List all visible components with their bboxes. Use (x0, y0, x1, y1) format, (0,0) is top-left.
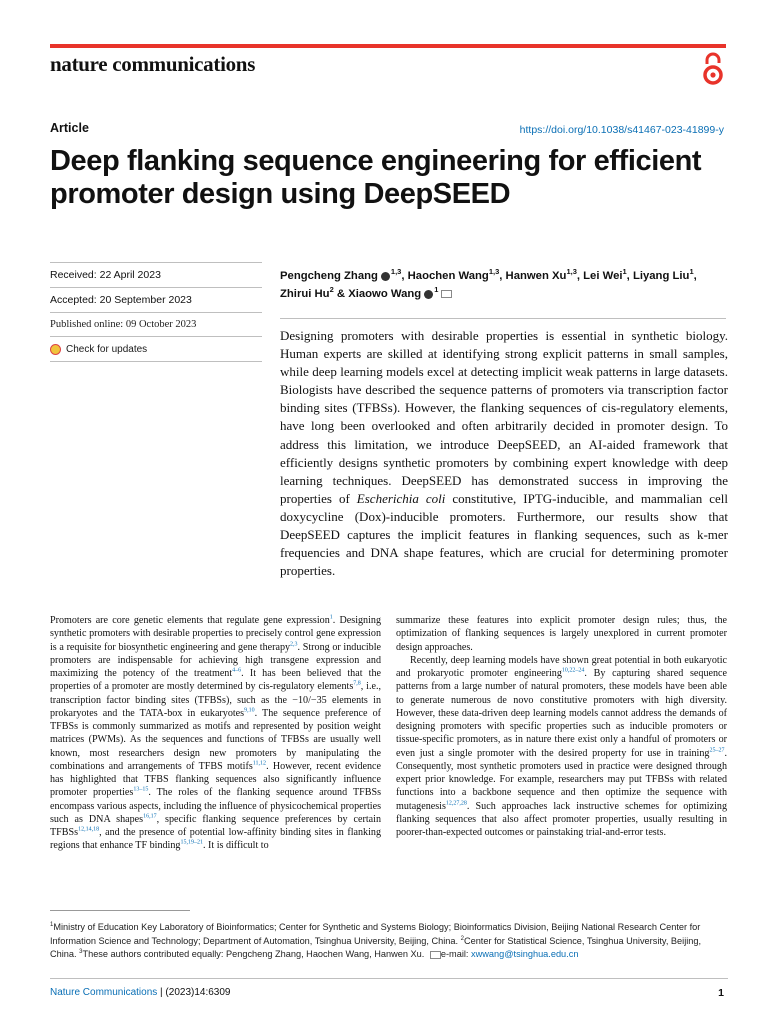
page-number: 1 (718, 987, 724, 999)
affiliations-text: $^1$Ministry of Education Key Laboratory of Bioinformatics; Center for Synthetic and Systems Biology; Bioinformatics Division, Beijing National Research Center for Information Science and Technology; Department of Automation, Tsinghua University, Beijing, China. $^2$Center for Statistical Science, Tsinghua University, Beijing, China. $^3$These authors contributed equally: Pengcheng Zhang, Haochen Wang, Hanwen Xu. (50, 921, 702, 959)
body-column-right (396, 614, 727, 839)
citation-ref[interactable]: 12,27,28 (445, 800, 467, 807)
journal-name: nature communications (50, 52, 256, 76)
orcid-icon[interactable] (381, 272, 390, 281)
author-name[interactable]: Liyang Liu (632, 270, 690, 282)
author-affiliation: 2 (329, 285, 334, 295)
footer-citation-text: | (2023)14:6309 (160, 987, 231, 998)
footer-divider (50, 978, 728, 979)
publication-dates (50, 262, 262, 362)
citation-ref[interactable]: 25–27 (709, 747, 725, 754)
email-label: e-mail: (440, 949, 469, 959)
author-name[interactable]: Zhirui Hu (280, 288, 330, 300)
citation-ref[interactable]: 10,22–24 (561, 667, 585, 674)
abstract: Designing promoters with desirable properties is essential in synthetic biology. Human experts are skilled at identifying strong explicit patterns in small samples, while deep learning models excel at detecting implicit weak patterns in large datasets. Biologists have described the sequence patterns of promoters via transcription factor binding sites (TFBSs). However, the flanking sequences of cis-regulatory elements, have long been overlooked and often arbitrarily decided in promoter design. To address this limitation, we introduce DeepSEED, an AI-aided framework that efficiently designs synthetic promoters by combining expert knowledge with deep learning techniques. DeepSEED has demonstrated success in improving the properties of Escherichia coli constitutive, IPTG-inducible, and mammalian cell doxycycline (Dox)-inducible promoters. Furthermore, our results show that DeepSEED captures the implicit features in flanking sequences, such as k-mer frequencies and DNA shape features, which are crucial for determining promoter properties. (280, 328, 729, 579)
header-accent-bar (50, 44, 726, 48)
author-name[interactable]: Pengcheng Zhang (280, 270, 378, 282)
check-updates-icon (50, 344, 61, 355)
article-type-label: Article (50, 121, 89, 135)
article-title: Deep flanking sequence engineering for efficient promoter design using DeepSEED (50, 145, 702, 210)
email-icon (430, 951, 441, 959)
doi-link[interactable]: https://doi.org/10.1038/s41467-023-41899-y (519, 124, 724, 136)
species-name: Escherichia coli (356, 490, 446, 506)
citation-ref[interactable]: 7,8 (353, 680, 361, 687)
corresponding-email-icon[interactable] (441, 290, 452, 298)
corresponding-email-link[interactable]: xwwang@tsinghua.edu.cn (471, 949, 579, 959)
footer-citation (50, 987, 230, 998)
accepted-date: Accepted: 20 September 2023 (50, 287, 262, 312)
check-for-updates-button[interactable] (50, 336, 262, 362)
footnote-divider (50, 910, 190, 911)
citation-ref[interactable]: 15,19–21 (180, 839, 203, 846)
affiliation-marker: 2 (460, 935, 464, 942)
author-name[interactable]: Lei Wei (583, 270, 623, 282)
body-paragraph: summarize these features into explicit promoter design rules; thus, the optimization of flanking sequences is largely unexplored in current promoter design approaches. (396, 615, 727, 653)
check-updates-label: Check for updates (66, 344, 148, 355)
author-affiliation: 1,3 (390, 267, 402, 277)
citation-ref[interactable]: 16,17 (143, 813, 157, 820)
body-paragraph: Recently, deep learning models have shown great potential in both eukaryotic and prokaryotic promoter engineering$^{10,22-24}$. By capturing shared sequence patterns from a large number of natural promoters, these models have been able to generate numerous de novo constitutive promoters with high diversity. However, these data-driven deep learning models cannot address the demands of designing promoters with specific properties such as inducible promoters or tissue-specific promoters, as in nature there exist only a handful of promoters or even just a single promoter with the desired property for use in training$^{25-27}$. Consequently, most synthetic promoters used in practice were designed through expert prior knowledge. For example, researchers may put TFBSs with related functions into a backbone sequence and then optimize the sequence with mutagenesis$^{12,27,28}$. Such approaches lack instructive schemes for optimizing flanking sequences that also affect promoter properties, usually resulting in poorer-than-expected outcomes or painstaking trial-and-error tests. (396, 654, 727, 838)
author-affiliation: 1 (622, 267, 627, 277)
received-date: Received: 22 April 2023 (50, 262, 262, 287)
affiliation-marker: 3 (79, 948, 83, 955)
citation-ref[interactable]: 9,10 (244, 707, 255, 714)
affiliation-marker: 1 (50, 921, 54, 928)
citation-ref[interactable]: 1 (329, 614, 333, 621)
body-paragraph: Promoters are core genetic elements that regulate gene expression$^1$. Designing synthetic promoters with desirable properties to precisely control gene expression is a requisite for biosynthetic engineering and gene therapy$^{2,3}$. Strong or inducible promoters are indispensable for achieving high transgene expression and maximizing the potency of the treatment$^{4-6}$. It has been believed that the properties of a promoter are mostly determined by cis-regulatory elements$^{7,8}$, i.e., transcription factor binding sites (TFBSs), such as the −10/−35 elements in prokaryotes and the TATA-box in eukaryotes$^{9,10}$. The sequence preference of TFBSs is commonly summarized as motifs and represented by position weight matrices (PWMs). As the sequences and functions of TFBSs are usually well known, most researchers design new promoters by manipulating the combinations and arrangements of TFBS motifs$^{11,12}$. However, recent evidence has highlighted that TFBS flanking sequences also significantly influence promoter properties$^{13-15}$. The roles of the flanking sequence around TFBSs encompass various aspects, including the influence of physicochemical properties such as DNA shapes$^{16,17}$, specific flanking sequence preferences by certain TFBSs$^{12,14,18}$, and the presence of potential low-affinity binding sites in flanking regions that enhance TF binding$^{15,19-21}$. It is difficult to (50, 614, 382, 852)
author-name[interactable]: Hanwen Xu (505, 270, 567, 282)
citation-ref[interactable]: 2,3 (290, 641, 298, 648)
author-name[interactable]: Haochen Wang (407, 270, 489, 282)
body-column-left (50, 614, 381, 853)
open-access-icon (700, 52, 726, 86)
author-affiliation: 1,3 (566, 267, 577, 277)
footer-journal-link[interactable]: Nature Communications (50, 987, 158, 998)
abstract-divider (280, 318, 726, 319)
citation-ref[interactable]: 13–15 (133, 786, 149, 793)
citation-ref[interactable]: 12,14,18 (78, 826, 100, 833)
author-list: Pengcheng Zhang $^{1,3}$, Haochen Wang$^{1,3}$, Hanwen Xu$^{1,3}$, Lei Wei$^1$, Liyang Liu$^1$, Zhirui Hu$^2$ & Xiaowo Wang $^1$ (280, 267, 697, 300)
published-date: Published online: 09 October 2023 (50, 312, 262, 336)
author-name[interactable]: Xiaowo Wang (348, 288, 422, 300)
citation-ref[interactable]: 4–6 (232, 667, 242, 674)
author-affiliation: 1,3 (488, 267, 500, 277)
orcid-icon[interactable] (424, 290, 433, 299)
citation-ref[interactable]: 11,12 (252, 760, 267, 767)
affiliations-footnote (50, 921, 728, 962)
author-affiliation: 1 (434, 285, 439, 295)
author-affiliation: 1 (689, 267, 694, 277)
